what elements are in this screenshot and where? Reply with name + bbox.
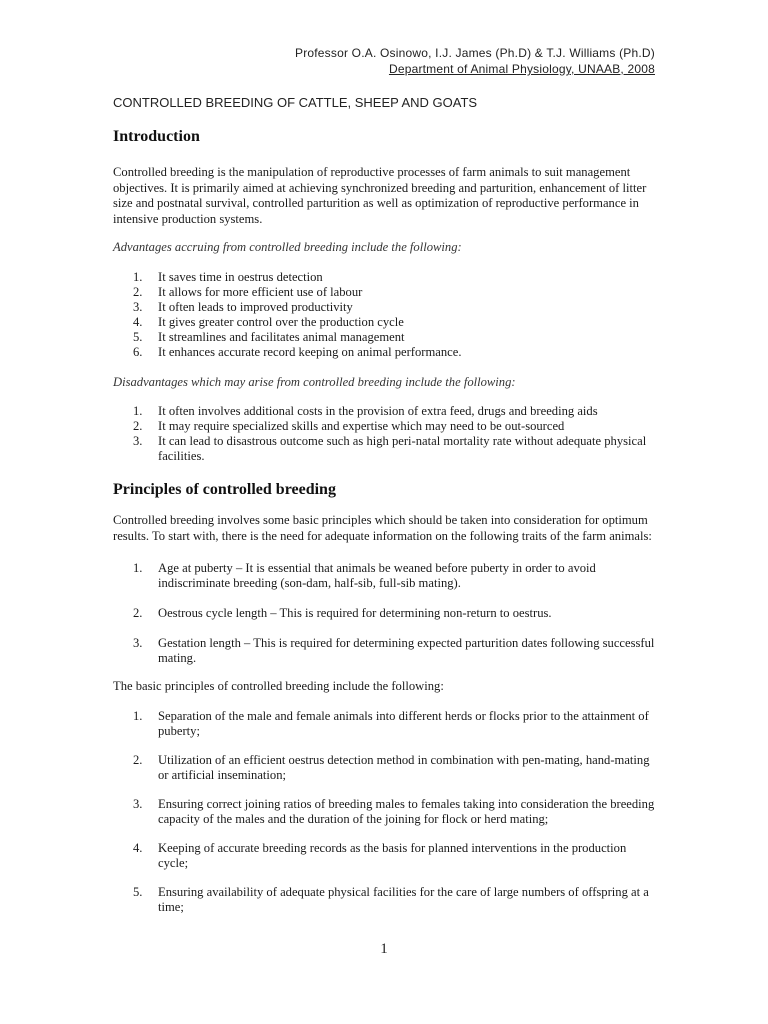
list-item: 2. It allows for more efficient use of labour — [133, 285, 363, 299]
list-item: 3. It often leads to improved productivity — [133, 300, 353, 314]
list-item: 1. Separation of the male and female animals into different herds or flocks prior to the attainment of puberty; — [133, 709, 649, 738]
document-title: CONTROLLED BREEDING OF CATTLE, SHEEP AND GOATS — [113, 95, 478, 110]
header-authors: Professor O.A. Osinowo, I.J. James (Ph.D) & T.J. Williams (Ph.D) — [295, 46, 655, 60]
advantages-list — [113, 270, 658, 360]
traits-list — [113, 561, 658, 681]
principles-paragraph: Controlled breeding involves some basic principles which should be taken into consideration for optimum results. To start with, there is the need for adequate information on the following traits of the farm animals: — [113, 513, 652, 543]
list-item: 4. Keeping of accurate breeding records as the basis for planned interventions in the production cycle; — [133, 841, 627, 870]
list-item: 2. Utilization of an efficient oestrus detection method in combination with pen-mating, hand-mating or artificial insemination; — [133, 753, 650, 782]
list-item: 3. Ensuring correct joining ratios of breeding males to females taking into consideration the breeding capacity of the males and the duration of the joining for flock or herd mating; — [133, 797, 655, 826]
introduction-paragraph: Controlled breeding is the manipulation of reproductive processes of farm animals to suit management objectives. It is primarily aimed at achieving synchronized breeding and parturition, enhancement of litter size and postnatal survival, controlled parturition as well as optimization of reproductive performance in intensive production systems. — [113, 165, 647, 226]
disadvantages-intro: Disadvantages which may arise from controlled breeding include the following: — [113, 375, 516, 389]
header-department: Department of Animal Physiology, UNAAB, 2008 — [388, 62, 655, 76]
list-item: 1. Age at puberty – It is essential that animals be weaned before puberty in order to avoid indiscriminate breeding (son-dam, half-sib, full-sib mating). — [133, 561, 596, 590]
list-item: 2. Oestrous cycle length – This is required for determining non-return to oestrus. — [133, 606, 552, 620]
principles-heading: Principles of controlled breeding — [113, 481, 336, 498]
list-item: 1. It often involves additional costs in the provision of extra feed, drugs and breeding aids — [133, 404, 598, 418]
basic-principles-list — [113, 709, 658, 929]
list-item: 3. It can lead to disastrous outcome such as high peri-natal mortality rate without adequate physical facilities. — [133, 434, 647, 463]
list-item: 1. It saves time in oestrus detection — [133, 270, 323, 284]
list-item: 6. It enhances accurate record keeping on animal performance. — [133, 345, 462, 359]
list-item: 5. Ensuring availability of adequate physical facilities for the care of large numbers of offspring at a time; — [133, 885, 649, 914]
page-number: 1 — [380, 941, 388, 957]
list-item: 2. It may require specialized skills and expertise which may need to be out-sourced — [133, 419, 565, 433]
basic-principles-intro: The basic principles of controlled breeding include the following: — [113, 679, 444, 693]
disadvantages-list — [113, 404, 658, 464]
advantages-intro: Advantages accruing from controlled breeding include the following: — [113, 240, 462, 254]
list-item: 4. It gives greater control over the production cycle — [133, 315, 404, 329]
introduction-heading: Introduction — [113, 128, 200, 145]
list-item: 3. Gestation length – This is required for determining expected parturition dates following successful mating. — [133, 636, 655, 665]
list-item: 5. It streamlines and facilitates animal management — [133, 330, 405, 344]
